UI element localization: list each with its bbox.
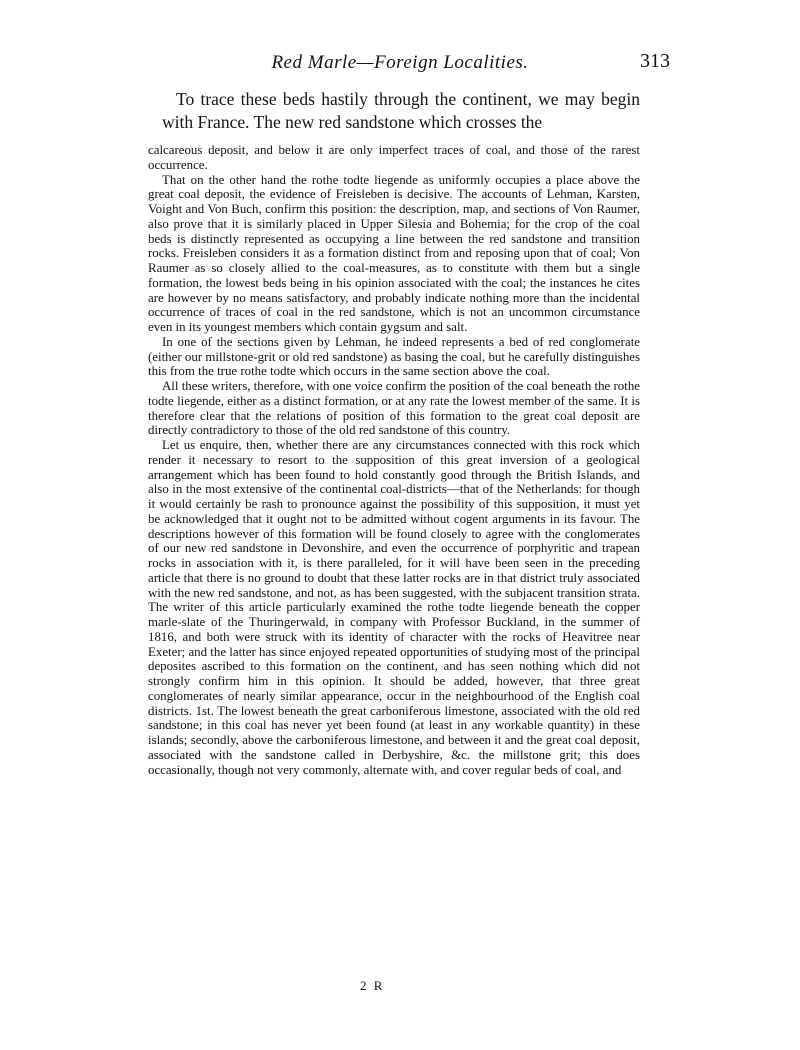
running-title: Red Marle—Foreign Localities. [271,52,529,73]
paragraph-2: That on the other hand the rothe todte liegende as uniformly occupies a place above the great coal deposit, the evidence of Freisleben is decisive. The accounts of Lehman, Karsten, Voight and Von Buch, confirm this position: the description, map, and sections of Von Raumer, also prove that it is similarly placed in Upper Silesia and Bohemia; for the crop of the coal beds is distinctly represented as occupying a line between the red sandstone and transition rocks. Freisleben considers it as a formation distinct from and reposing upon that of coal; Von Raumer as so closely allied to the coal-measures, as to constitute with them but a single formation, the lowest beds being in his opinion associated with the coal; the instances he cites are however by no means satisfactory, and probably indicate nothing more than the incidental occurrence of traces of coal in the red sandstone, which is not an uncommon circumstance even in its youngest members which contain gygsum and salt. [148,172,640,334]
lead-paragraph: To trace these beds hastily through the continent, we may begin with France. The new red sandstone which crosses the [162,89,640,132]
paragraph-3: In one of the sections given by Lehman, he indeed represents a bed of red conglomerate (either our millstone-grit or old red sandstone) as basing the coal, but he carefully distinguishes this from the true rothe todte which occurs in the same section above the coal. [148,334,640,379]
page-number: 313 [640,50,670,72]
body-text [148,143,640,777]
paragraph-5: Let us enquire, then, whether there are any circumstances connected with this rock which render it necessary to resort to the supposition of this great inversion of a geological arrangement which has been found to hold constantly good through the British Islands, and also in the most extensive of the continental coal-districts—that of the Netherlands: for though it would certainly be rash to pronounce against the possibility of this supposition, it must yet be acknowledged that it ought not to be admitted without cogent arguments in its favour. The descriptions however of this formation will be found closely to agree with the conglomerates of our new red sandstone in Devonshire, and even the occurrence of porphyritic and trapean rocks in association with it, is there paralleled, for it will have been seen in the preceding article that there is no ground to doubt that these latter rocks are in that district truly associated with the new red sandstone, and not, as has been suggested, with the subjacent transition strata. The writer of this article particularly examined the rothe todte liegende beneath the copper marle-slate of the Thuringerwald, in company with Professor Buckland, in the summer of 1816, and both were struck with its identity of character with the rocks of Heavitree near Exeter; and the latter has since enjoyed repeated opportunities of studying most of the principal deposites ascribed to this formation on the continent, and has seen nothing which did not strongly confirm him in this opinion. It should be added, however, that three great conglomerates of nearly similar appearance, occur in the neighbourhood of the English coal districts. 1st. The lowest beneath the great carboniferous limestone, associated with the old red sandstone; in this coal has never yet been found (at least in any workable quantity) in these islands; secondly, above the carboniferous limestone, and between it and the great coal deposit, associated with the sandstone called in Derbyshire, &c. the millstone grit; this does occasionally, though not very commonly, alternate with, and cover regular beds of coal, and [148,438,640,777]
paragraph-4: All these writers, therefore, with one voice confirm the position of the coal beneath the rothe todte liegende, either as a distinct formation, or at any rate the lowest member of the same. It is therefore clear that the relations of position of this formation to the great coal deposit are directly contradictory to those of the old red sandstone of this country. [148,379,640,438]
signature-mark: 2 R [360,978,385,993]
paragraph-1: calcareous deposit, and below it are only imperfect traces of coal, and those of the rarest occurrence. [148,143,640,172]
running-head [140,50,670,80]
